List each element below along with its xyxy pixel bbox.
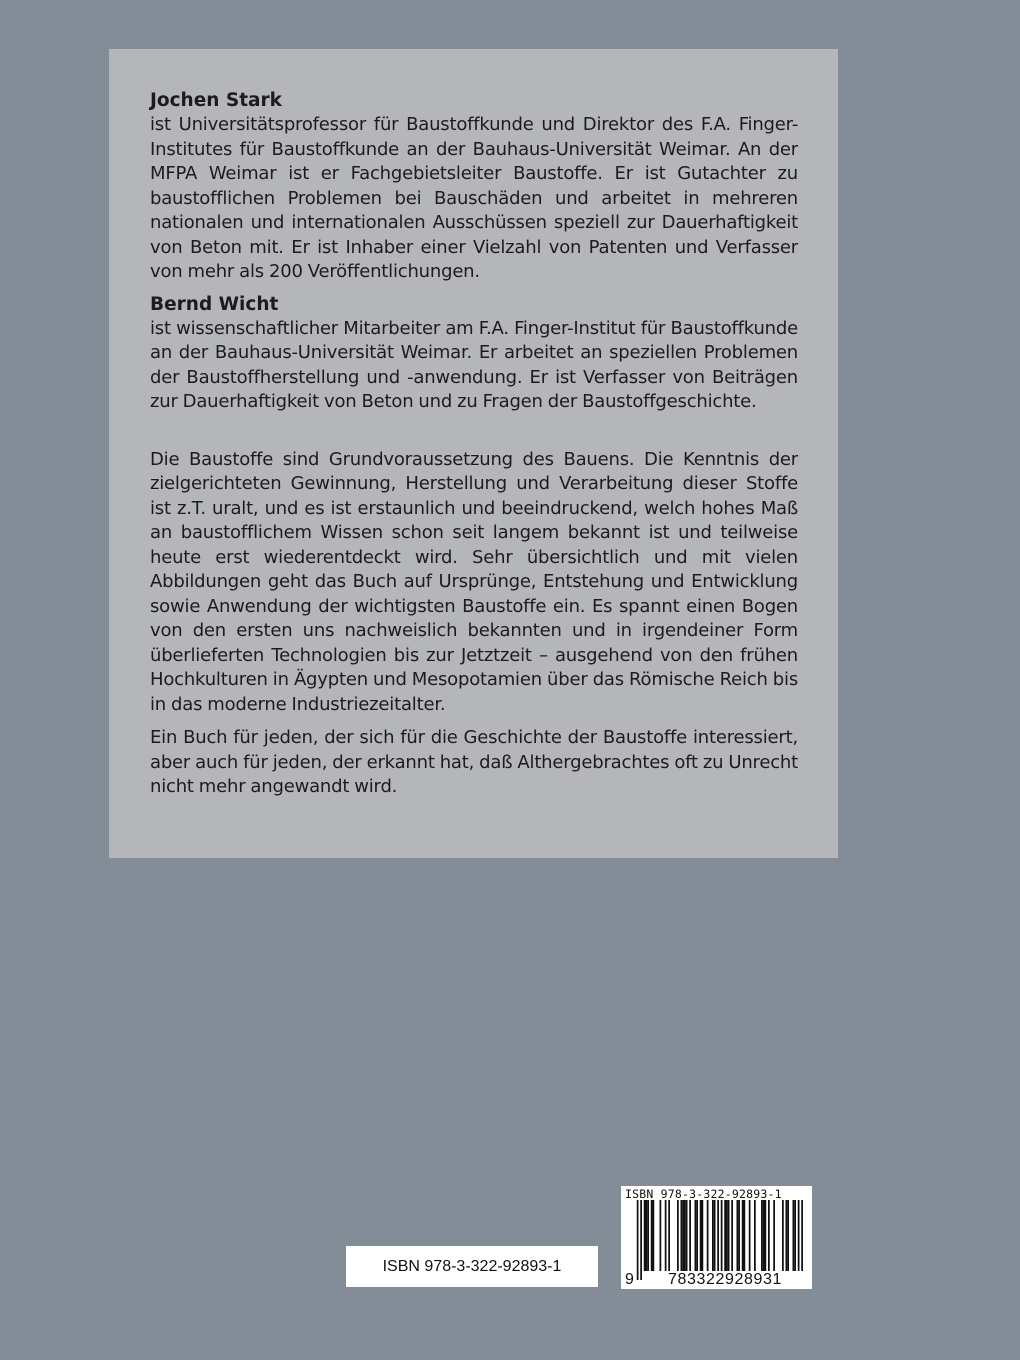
barcode-bar [742,1200,744,1271]
barcode-bar [726,1200,728,1271]
author-bio: ist wissenschaftlicher Mitarbeiter am F.A. Finger-Institut für Baustoffkunde an der Bauhaus-Universität Weimar. Er arbeitet an speziellen Problemen der Baustoffherstellung und -anwendung. Er ist Verfasser von Beiträgen zur Dauerhaftigkeit von Beton und zu Fragen der Baustoffgeschichte. [150,317,798,412]
back-cover-text-panel [109,49,838,858]
barcode-guard-bar [721,1200,723,1280]
barcode-bar [681,1200,683,1271]
barcode-bar [712,1200,714,1271]
author-name: Jochen Stark [150,90,282,111]
isbn-barcode [621,1186,812,1289]
barcode-bar [794,1200,796,1271]
barcode-bar [786,1200,788,1271]
barcode-bar [695,1200,697,1271]
barcode-bar [647,1200,649,1271]
barcode-bar [677,1200,679,1271]
barcode-bar [763,1200,765,1271]
barcode-bar [644,1200,646,1271]
barcode-guard-bar [637,1200,639,1280]
barcode-bar [749,1200,751,1271]
barcode-bar [773,1200,775,1271]
barcode-guard-bar [717,1200,719,1280]
barcode-bar [700,1200,702,1271]
barcode-isbn-text: ISBN 978-3-322-92893-1 [625,1187,782,1201]
barcode-bar [684,1200,686,1271]
barcode-bar [793,1200,795,1271]
barcode-bar [651,1200,653,1271]
barcode-bar [744,1200,746,1271]
book-description: Die Baustoffe sind Grundvoraussetzung des Bauens. Die Kenntnis der zielgerichteten Gewinnung, Herstellung und Verarbeitung dieser Stoffe ist z.T. uralt, und es ist erstaunlich und beeindruckend, welch hohes Maß an baustofflichem Wissen schon seit langem bekannt ist und teilweise heute erst wiederentdeckt wird. Sehr übersichtlich und mit vielen Abbildungen geht das Buch auf Ursprünge, Entstehung und Entwicklung sowie Anwendung der wichtigsten Baustoffe ein. Es spannt einen Bogen von den ersten uns nachweislich bekannten und in irgendeiner Form überlieferten Technologien bis zur Jetztzeit – ausgehend von den frühen Hochkulturen in Ägypten und Mesopotamien über das Römische Reich bis in das moderne Industriezeitalter. [150,448,798,715]
barcode-bar [731,1200,733,1271]
author-name: Bernd Wicht [150,293,279,315]
barcode-bar [714,1200,716,1271]
barcode-guard-bar [640,1200,642,1280]
barcode-bar [665,1200,667,1271]
barcode-bar [686,1200,688,1271]
barcode-bar [696,1200,698,1271]
barcode-bar [782,1200,784,1271]
barcode-bar [660,1200,662,1271]
author-block-stark [150,89,798,285]
barcode-guard-bar [801,1200,803,1280]
barcode-bar [754,1200,756,1271]
author-block-wicht [150,293,798,415]
barcode-bar [765,1200,767,1271]
barcode-bar [689,1200,691,1271]
barcode-bar [738,1200,740,1271]
barcode-bar [668,1200,670,1271]
barcode-bar [682,1200,684,1271]
barcode-lead-digit: 9 [625,1271,634,1288]
barcode-bar [653,1200,655,1271]
barcode-bar [702,1200,704,1271]
barcode-bar [724,1200,726,1271]
book-recommendation: Ein Buch für jeden, der sich für die Geschichte der Baustoffe interessiert, aber auch für jeden, der erkannt hat, daß Althergebrachtes oft zu Unrecht nicht mehr angewandt wird. [150,727,798,797]
barcode-number: 783322928931 [642,1271,808,1289]
barcode-guard-bar [798,1200,800,1280]
author-bio: ist Universitätsprofessor für Baustoffkunde und Direktor des F.A. Finger-Institutes für Baustoffkunde an der Bauhaus-Universität Weimar. An der MFPA Weimar ist er Fachgebietsleiter Baustoffe. Er ist Gutachter zu baustofflichen Problemen bei Bauschäden und arbeitet in mehreren nationalen und internationalen Ausschüssen speziell zur Dauerhaftigkeit von Beton mit. Er ist Inhaber einer Vielzahl von Patenten und Verfasser von mehr als 200 Veröffentlichungen. [150,114,798,282]
barcode-bar [707,1200,709,1271]
barcode-bar [761,1200,763,1271]
barcode-bar [737,1200,739,1271]
barcode-bar [787,1200,789,1271]
barcode-bar [768,1200,770,1271]
barcode-digits [621,1271,812,1289]
barcode-bar [646,1200,648,1271]
barcode-bar [728,1200,730,1271]
isbn-label: ISBN 978-3-322-92893-1 [346,1246,598,1287]
